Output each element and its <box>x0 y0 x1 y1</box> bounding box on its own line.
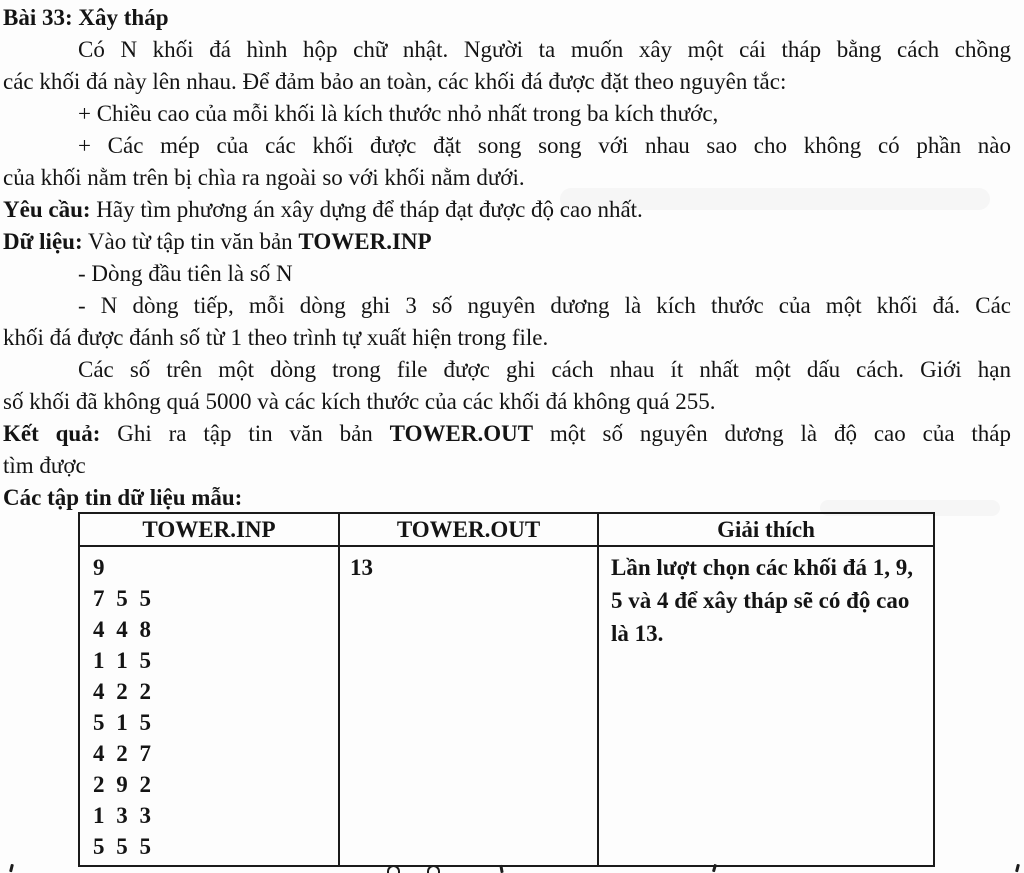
input-detail-line-1 <box>3 258 1011 290</box>
input-line: 5 5 5 <box>93 834 151 859</box>
text-run: + Chiều cao của mỗi khối là kích thước nhỏ nhất trong ba kích thước, <box>78 101 719 126</box>
cell-tower-inp <box>79 546 339 866</box>
text-run: + Các mép của các khối được đặt song song với nhau sao cho không có phần nào <box>78 133 1011 158</box>
input-line: 4 4 8 <box>93 617 151 642</box>
input-line: 4 2 2 <box>93 679 151 704</box>
label-yeu-cau: Yêu cầu: <box>3 197 91 222</box>
label-du-lieu: Dữ liệu: <box>3 229 83 254</box>
col-header-tower-inp: TOWER.INP <box>79 513 339 546</box>
rule-1-line <box>3 98 1011 130</box>
text-fragment <box>9 864 13 872</box>
text-run: khối đá được đánh số từ 1 theo trình tự xuất hiện trong file. <box>3 325 549 350</box>
text-run: Các tập tin dữ liệu mẫu: <box>3 485 243 510</box>
problem-statement <box>3 2 1011 514</box>
cutoff-next-line-fragments <box>0 862 1024 873</box>
cell-explanation <box>598 546 934 866</box>
text-run: Các số trên một dòng trong file được ghi cách nhau ít nhất một dấu cách. Giới hạn <box>78 357 1011 382</box>
table-row <box>79 546 934 866</box>
text-run: - Dòng đầu tiên là số N <box>78 261 293 286</box>
page-title <box>3 2 1011 34</box>
output-spec-line-1 <box>3 418 1011 450</box>
rule-2-line-2 <box>3 162 1011 194</box>
text-run: số khối đã không quá 5000 và các kích thước của các khối đá không quá 255. <box>3 389 716 414</box>
input-line: 5 1 5 <box>93 710 151 735</box>
input-line: 2 9 2 <box>93 772 151 797</box>
text-run: một số nguyên dương là độ cao của tháp <box>533 421 1011 446</box>
text-fragment <box>499 865 503 873</box>
intro-line-2 <box>3 66 1011 98</box>
text-run: các khối đá này lên nhau. Để đảm bảo an toàn, các khối đá được đặt theo nguyên tắc: <box>3 69 787 94</box>
text-run: của khối nằm trên bị chìa ra ngoài so với khối nằm dưới. <box>3 165 525 190</box>
rule-2-line-1 <box>3 130 1011 162</box>
input-filename: TOWER.INP <box>298 229 432 254</box>
title-text: Bài 33: Xây tháp <box>3 5 169 30</box>
input-line: 1 3 3 <box>93 803 151 828</box>
text-fragment <box>427 865 440 873</box>
text-run: Ghi ra tập tin văn bản <box>100 421 390 446</box>
cell-tower-out <box>339 546 598 866</box>
requirement-line <box>3 194 1011 226</box>
text-fragment <box>387 865 400 873</box>
output-spec-line-2 <box>3 450 1011 482</box>
output-filename: TOWER.OUT <box>389 421 534 446</box>
input-line: 1 1 5 <box>93 648 151 673</box>
output-value: 13 <box>350 555 373 580</box>
table-header-row <box>79 513 934 546</box>
text-run: tìm được <box>3 453 86 478</box>
sample-files-label <box>3 482 1011 514</box>
input-detail-line-3 <box>3 322 1011 354</box>
input-line: 4 2 7 <box>93 741 151 766</box>
text-fragment <box>712 864 717 872</box>
input-line: 9 <box>93 555 105 580</box>
text-run: Hãy tìm phương án xây dựng để tháp đạt được độ cao nhất. <box>90 197 643 222</box>
text-run: - N dòng tiếp, mỗi dòng ghi 3 số nguyên dương là kích thước của một khối đá. Các <box>78 293 1011 318</box>
sample-files-table <box>78 512 935 867</box>
col-header-tower-out: TOWER.OUT <box>339 513 598 546</box>
intro-line-1 <box>3 34 1011 66</box>
text-run: Có N khối đá hình hộp chữ nhật. Người ta muốn xây một cái tháp bằng cách chồng <box>78 37 1011 62</box>
text-run: Vào từ tập tin văn bản <box>82 229 299 254</box>
input-detail-line-2 <box>3 290 1011 322</box>
text-fragment <box>1015 864 1019 872</box>
explanation-text: Lần lượt chọn các khối đá 1, 9, 5 và 4 để xây tháp sẽ có độ cao là 13. <box>611 555 913 646</box>
input-line: 7 5 5 <box>93 586 151 611</box>
constraints-line-1 <box>3 354 1011 386</box>
constraints-line-2 <box>3 386 1011 418</box>
label-ket-qua: Kết quả: <box>3 421 101 446</box>
input-spec-line <box>3 226 1011 258</box>
col-header-explanation: Giải thích <box>598 513 934 546</box>
